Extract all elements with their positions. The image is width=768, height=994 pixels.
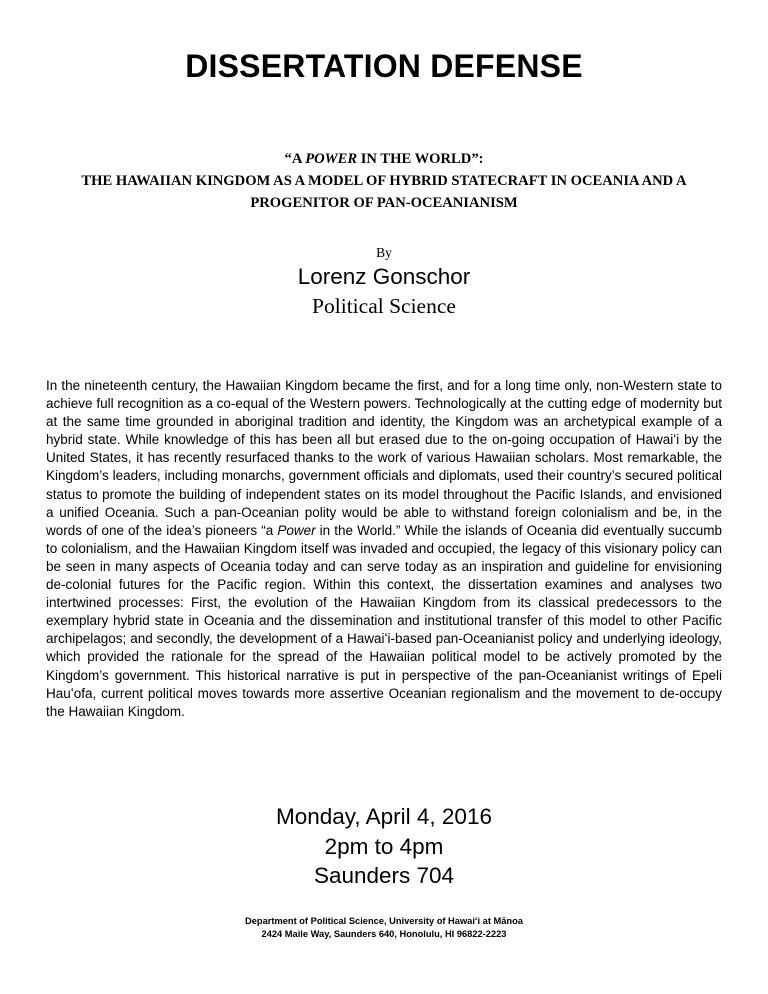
- footer-address: [0, 915, 768, 940]
- author-department: Political Science: [312, 294, 456, 318]
- dissertation-title: [30, 148, 738, 214]
- event-date: Monday, April 4, 2016: [276, 804, 492, 829]
- abstract-emphasis: Power: [277, 522, 316, 538]
- event-location: Saunders 704: [313, 863, 455, 888]
- abstract-paragraph: [46, 377, 722, 721]
- page-heading: DISSERTATION DEFENSE: [185, 48, 583, 84]
- author-name: Lorenz Gonschor: [297, 264, 471, 289]
- abstract-text-part-1: In the nineteenth century, the Hawaiian Kingdom became the first, and for a long time only, non-Western state to achieve full recognition as a co-equal of the Western powers. Technologically at the cutting edge of modernity but at the same time grounded in aboriginal tradition and identity, the Kingdom was an archetypical example of a hybrid state. While knowledge of this has been all but erased due to the on-going occupation of Hawaiʻi by the United States, it has recently resurfaced thanks to the work of various Hawaiian scholars. Most remarkable, the Kingdom’s leaders, including monarchs, government officials and diplomats, used their country’s secured political status to promote the building of independent states on its model throughout the Pacific Islands, and envisioned a unified Oceania. Such a pan-Oceanian polity would be able to withstand foreign colonialism and be, in the words of one of the idea’s pioneers “a: [46, 378, 722, 538]
- footer-street-address: 2424 Maile Way, Saunders 640, Honolulu, HI 96822-2223: [261, 928, 507, 939]
- footer-department: Department of Political Science, University of Hawaiʻi at Mānoa: [245, 916, 523, 926]
- title-line-1: [30, 148, 738, 170]
- by-label: By: [376, 245, 392, 260]
- title-suffix: IN THE WORLD”:: [357, 151, 484, 167]
- event-details: [0, 802, 768, 891]
- title-emphasis: POWER: [305, 151, 358, 167]
- title-line-2: THE HAWAIIAN KINGDOM AS A MODEL OF HYBRID STATECRAFT IN OCEANIA AND A: [81, 173, 687, 189]
- title-line-3: PROGENITOR OF PAN-OCEANIANISM: [250, 195, 518, 211]
- title-prefix: “A: [284, 151, 306, 167]
- event-time: 2pm to 4pm: [324, 833, 444, 859]
- abstract-text-part-2: in the World.” While the islands of Oceania did eventually succumb to colonialism, and the Hawaiian Kingdom itself was invaded and occupied, the legacy of this visionary policy can be seen in many aspects of Oceania today and can serve today as an inspiration and guideline for envisioning de-colonial futures for the Pacific region. Within this context, the dissertation examines and analyses two intertwined processes: First, the evolution of the Hawaiian Kingdom from its classical predecessors to the exemplary hybrid state in Oceania and the dissemination and institutional transfer of this model to other Pacific archipelagos; and secondly, the development of a Hawaiʻi-based pan-Oceanianist policy and underlying ideology, which provided the rationale for the spread of the Hawaiian political model to be actively promoted by the Kingdom’s government. This historical narrative is put in perspective of the pan-Oceanianist writings of Epeli Hauʻofa, current political moves towards more assertive Oceanian regionalism and the movement to de-occupy the Hawaiian Kingdom.: [46, 522, 722, 719]
